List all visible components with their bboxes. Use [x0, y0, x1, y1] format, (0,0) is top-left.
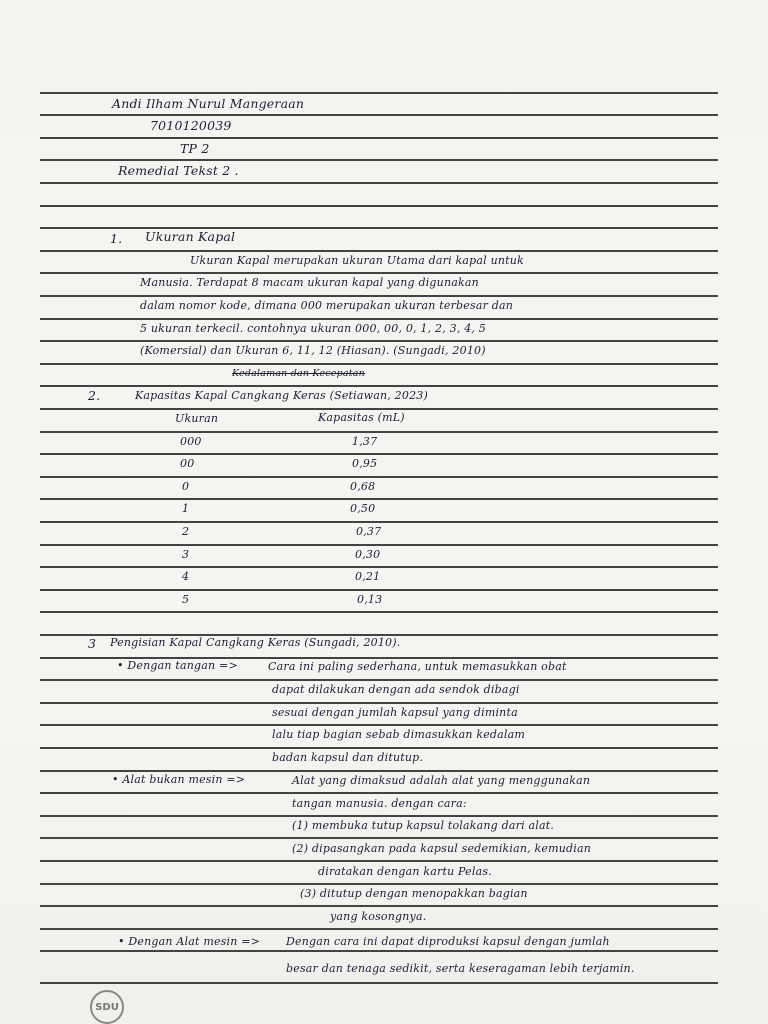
table-cell-size: 4	[182, 570, 190, 583]
ruled-line	[40, 883, 718, 885]
ruled-line	[40, 950, 718, 952]
ruled-line	[40, 860, 718, 862]
q3-bullet-line: Dengan cara ini dapat diproduksi kapsul dengan jumlah	[286, 935, 610, 948]
ruled-line	[40, 544, 718, 546]
q3-bullet-line: yang kosongnya.	[330, 910, 427, 923]
ruled-line	[40, 318, 718, 320]
ruled-line	[40, 453, 718, 455]
ruled-line	[40, 724, 718, 726]
table-cell-capacity: 0,50	[350, 502, 376, 515]
ruled-line	[40, 770, 718, 772]
q2-col-capacity: Kapasitas (mL)	[318, 411, 405, 424]
ruled-line	[40, 747, 718, 749]
ruled-line	[40, 385, 718, 387]
table-cell-size: 2	[182, 525, 190, 538]
q1-line: Ukuran Kapal merupakan ukuran Utama dari kapal untuk	[190, 254, 524, 267]
ruled-line	[40, 589, 718, 591]
q3-bullet-line: (2) dipasangkan pada kapsul sedemikian, kemudian	[292, 842, 592, 855]
table-cell-capacity: 0,95	[352, 457, 378, 470]
ruled-line	[40, 566, 718, 568]
ruled-line	[40, 905, 718, 907]
ruled-line	[40, 792, 718, 794]
table-cell-capacity: 0,13	[357, 593, 383, 606]
ruled-line	[40, 431, 718, 433]
ruled-line	[40, 611, 718, 613]
table-cell-size: 00	[180, 457, 195, 470]
ruled-line	[40, 114, 718, 116]
q3-heading: Pengisian Kapal Cangkang Keras (Sungadi, 2010).	[110, 636, 401, 649]
q3-bullet-line: badan kapsul dan ditutup.	[272, 751, 424, 764]
table-cell-capacity: 0,68	[350, 480, 376, 493]
q2-number: 2.	[88, 388, 101, 403]
q3-bullet-line: dapat dilakukan dengan ada sendok dibagi	[272, 683, 520, 696]
notebook-brand-logo	[90, 990, 124, 1024]
q3-bullet-line: (3) ditutup dengan menopakkan bagian	[300, 887, 528, 900]
ruled-line	[40, 205, 718, 207]
q3-bullet-line: Cara ini paling sederhana, untuk memasukkan obat	[268, 660, 567, 673]
q3-bullet-label: • Alat bukan mesin =>	[112, 773, 246, 786]
q1-crossed-out: Kedalaman dan Kecepatan	[232, 368, 365, 379]
table-cell-capacity: 0,30	[355, 548, 381, 561]
ruled-line	[40, 227, 718, 229]
table-cell-capacity: 0,21	[355, 570, 381, 583]
ruled-line	[40, 928, 718, 930]
ruled-line	[40, 363, 718, 365]
assignment-title: Remedial Tekst 2 .	[118, 163, 239, 178]
ruled-line	[40, 159, 718, 161]
table-cell-size: 5	[182, 593, 190, 606]
ruled-line	[40, 837, 718, 839]
ruled-line	[40, 137, 718, 139]
q3-bullet-line: Alat yang dimaksud adalah alat yang menggunakan	[292, 774, 591, 787]
table-cell-capacity: 0,37	[356, 525, 382, 538]
q1-line: dalam nomor kode, dimana 000 merupakan ukuran terbesar dan	[140, 299, 514, 312]
logo-text: SDU	[95, 1001, 119, 1013]
q2-col-size: Ukuran	[175, 412, 219, 425]
ruled-line	[40, 476, 718, 478]
student-id: 7010120039	[150, 118, 232, 133]
ruled-line	[40, 250, 718, 252]
ruled-line	[40, 982, 718, 984]
class-label: TP 2	[180, 141, 210, 156]
table-cell-size: 000	[180, 435, 202, 448]
ruled-line	[40, 498, 718, 500]
table-cell-size: 3	[182, 548, 190, 561]
ruled-line	[40, 295, 718, 297]
q3-bullet-line: (1) membuka tutup kapsul tolakang dari alat.	[292, 819, 555, 832]
ruled-line	[40, 182, 718, 184]
q3-bullet-line: diratakan dengan kartu Pelas.	[318, 865, 492, 878]
ruled-line	[40, 702, 718, 704]
table-cell-capacity: 1,37	[352, 435, 378, 448]
ruled-line	[40, 679, 718, 681]
ruled-line	[40, 92, 718, 94]
ruled-line	[40, 340, 718, 342]
student-name: Andi Ilham Nurul Mangeraan	[112, 96, 305, 111]
q1-line: (Komersial) dan Ukuran 6, 11, 12 (Hiasan). (Sungadi, 2010)	[140, 344, 486, 357]
q3-bullet-line: sesuai dengan jumlah kapsul yang diminta	[272, 706, 518, 719]
q3-bullet-line: tangan manusia. dengan cara:	[292, 797, 467, 810]
ruled-line	[40, 521, 718, 523]
table-cell-size: 1	[182, 502, 190, 515]
q1-heading: Ukuran Kapal	[145, 229, 236, 244]
q3-number: 3	[88, 636, 97, 651]
q1-number: 1.	[110, 231, 123, 246]
ruled-line	[40, 272, 718, 274]
ruled-line	[40, 815, 718, 817]
q3-bullet-label: • Dengan Alat mesin =>	[118, 935, 261, 948]
q3-bullet-line: lalu tiap bagian sebab dimasukkan kedalam	[272, 728, 526, 741]
q3-bullet-label: • Dengan tangan =>	[117, 659, 238, 672]
q1-line: Manusia. Terdapat 8 macam ukuran kapal yang digunakan	[140, 276, 479, 289]
q1-line: 5 ukuran terkecil. contohnya ukuran 000, 00, 0, 1, 2, 3, 4, 5	[140, 322, 486, 335]
q2-heading: Kapasitas Kapal Cangkang Keras (Setiawan, 2023)	[135, 389, 428, 402]
q3-bullet-line: besar dan tenaga sedikit, serta keseragaman lebih terjamin.	[286, 962, 635, 975]
table-cell-size: 0	[182, 480, 190, 493]
ruled-line	[40, 408, 718, 410]
